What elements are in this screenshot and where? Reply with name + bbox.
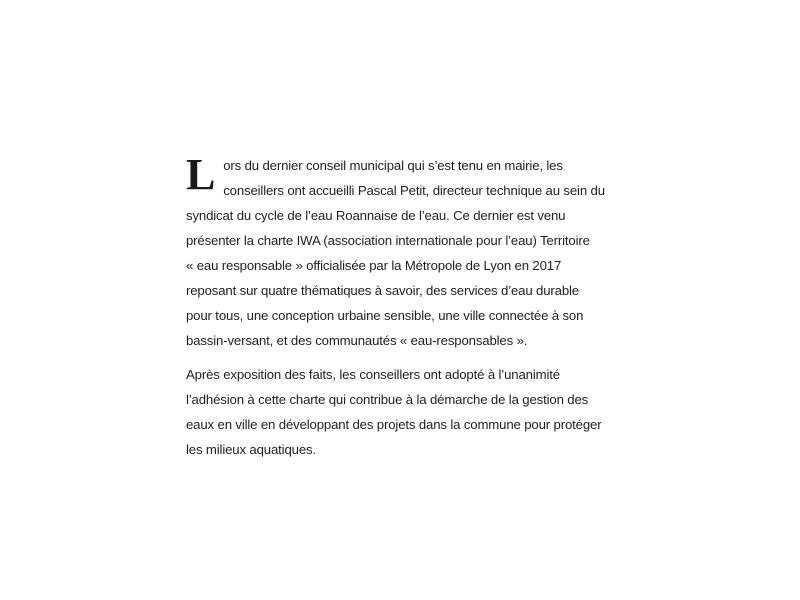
paragraph-1-line: bassin-versant, et des communautés « eau-responsables ». — [186, 333, 528, 348]
paragraph-1-line: pour tous, une conception urbaine sensible, une ville connectée à son — [186, 308, 584, 323]
article-body — [186, 150, 618, 471]
paragraph-1-line: syndicat du cycle de l’eau Roannaise de l’eau. Ce dernier est venu — [186, 208, 566, 223]
paragraph-1-line: présenter la charte IWA (association internationale pour l’eau) Territoire — [186, 233, 590, 248]
paragraph-1 — [186, 150, 618, 353]
paragraph-1-line: « eau responsable » officialisée par la Métropole de Lyon en 2017 — [186, 258, 562, 273]
paragraph-2-line: l’adhésion à cette charte qui contribue à la démarche de la gestion des — [186, 392, 589, 407]
paragraph-2 — [186, 362, 618, 462]
paragraph-2-line: les milieux aquatiques. — [186, 442, 316, 457]
paragraph-1-line: conseillers ont accueilli Pascal Petit, directeur technique au sein du — [223, 183, 605, 198]
paragraph-2-line: Après exposition des faits, les conseillers ont adopté à l’unanimité — [186, 367, 560, 382]
paragraph-1-line: ors du dernier conseil municipal qui s’est tenu en mairie, les — [223, 158, 563, 173]
drop-cap: L — [186, 150, 216, 199]
paragraph-2-line: eaux en ville en développant des projets dans la commune pour protéger — [186, 417, 602, 432]
paragraph-1-line: reposant sur quatre thématiques à savoir, des services d’eau durable — [186, 283, 579, 298]
